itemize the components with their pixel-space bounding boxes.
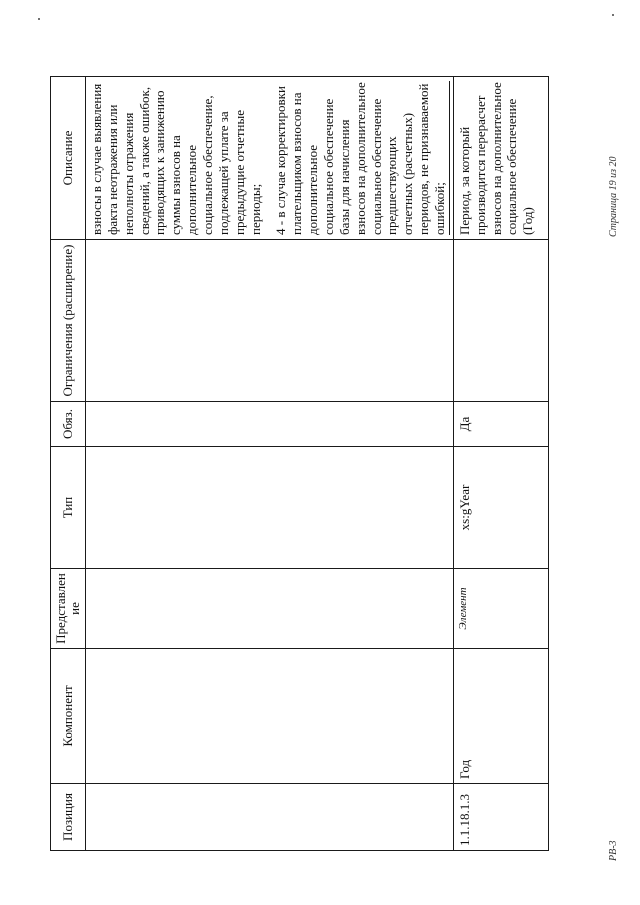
page-number: Страница 19 из 20 bbox=[608, 156, 619, 237]
cell-component bbox=[86, 649, 454, 784]
cell-position bbox=[86, 784, 454, 851]
cell-component: Год bbox=[453, 649, 548, 784]
cell-type: xs:gYear bbox=[453, 447, 548, 569]
table-row bbox=[86, 77, 454, 851]
header-position: Позиция bbox=[51, 784, 86, 851]
cell-description bbox=[86, 77, 454, 240]
cell-mandatory: Да bbox=[453, 402, 548, 447]
header-restrictions: Ограничения (расширение) bbox=[51, 240, 86, 402]
document-code: РВ-3 bbox=[608, 840, 619, 861]
header-description: Описание bbox=[51, 77, 86, 240]
header-representation: Представлен ие bbox=[51, 569, 86, 649]
scan-speck bbox=[612, 14, 614, 16]
cell-position: 1.1.18.1.3 bbox=[453, 784, 548, 851]
cell-type bbox=[86, 447, 454, 569]
header-mandatory: Обяз. bbox=[51, 402, 86, 447]
header-component: Компонент bbox=[51, 649, 86, 784]
cell-description: Период, за который производится перерасчет взносов на дополнительное социальное обеспечение (Год) bbox=[453, 77, 548, 240]
cell-representation bbox=[86, 569, 454, 649]
table-header-row bbox=[51, 77, 86, 851]
header-type: Тип bbox=[51, 447, 86, 569]
description-paragraph: взносы в случае выявления факта неотражения или неполноты отражения сведений, а также ошибок, приводящих к занижению суммы взносов на дополнительное социальное обеспечение, подлежащей уплате за предыдущие отчетные периоды; bbox=[89, 83, 263, 235]
cell-mandatory bbox=[86, 402, 454, 447]
specification-table bbox=[50, 76, 549, 851]
table-row bbox=[453, 77, 548, 851]
description-paragraph: 4 - в случае корректировки плательщиком взносов на дополнительное социальное обеспечение базы для начисления взносов на дополнительное социальное обеспечение предшествующих отчетных (расчетных) периодов, не признаваемой ошибкой; bbox=[273, 81, 449, 235]
scan-speck bbox=[38, 18, 40, 20]
cell-restrictions bbox=[86, 240, 454, 402]
cell-representation: Элемент bbox=[453, 569, 548, 649]
cell-restrictions bbox=[453, 240, 548, 402]
